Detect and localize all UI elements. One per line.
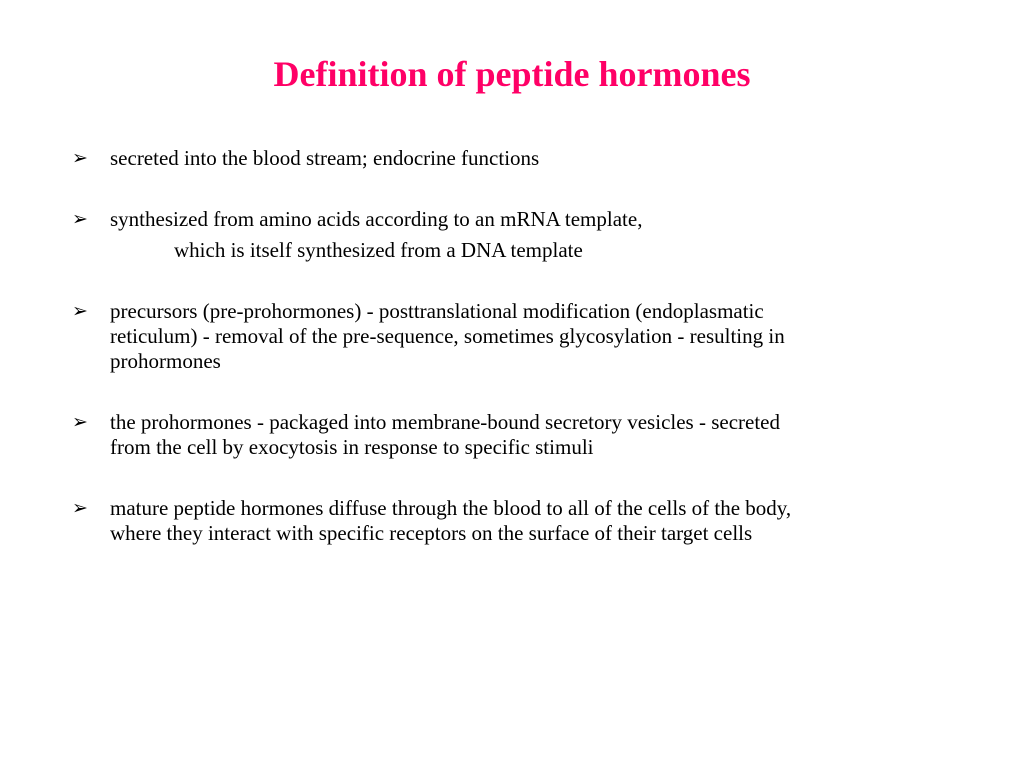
bullet-text-line: from the cell by exocytosis in response to specific stimuli <box>110 435 594 459</box>
bullet-item-5 <box>0 496 1024 546</box>
arrow-bullet-icon: ➢ <box>72 147 88 169</box>
bullet-text: synthesized from amino acids according to an mRNA template, <box>110 207 643 231</box>
arrow-bullet-icon: ➢ <box>72 300 88 322</box>
bullet-text-line: reticulum) - removal of the pre-sequence, sometimes glycosylation - resulting in <box>110 324 785 348</box>
bullet-item-3 <box>0 299 1024 374</box>
bullet-text-line: mature peptide hormones diffuse through the blood to all of the cells of the body, <box>110 496 792 520</box>
bullet-text-line: prohormones <box>110 349 221 373</box>
bullet-continuation-text: which is itself synthesized from a DNA template <box>174 238 583 262</box>
bullet-text-line: precursors (pre-prohormones) - posttranslational modification (endoplasmatic <box>110 299 764 323</box>
bullet-item-4 <box>0 410 1024 460</box>
arrow-bullet-icon: ➢ <box>72 411 88 433</box>
bullet-text-line: the prohormones - packaged into membrane-bound secretory vesicles - secreted <box>110 410 780 434</box>
bullet-list <box>0 146 1024 582</box>
arrow-bullet-icon: ➢ <box>72 497 88 519</box>
bullet-text: secreted into the blood stream; endocrine functions <box>110 146 540 170</box>
arrow-bullet-icon: ➢ <box>72 208 88 230</box>
slide-title: Definition of peptide hormones <box>273 54 751 94</box>
bullet-item-2 <box>0 207 1024 263</box>
bullet-text-line: where they interact with specific receptors on the surface of their target cells <box>110 521 753 545</box>
bullet-item-1 <box>0 146 1024 171</box>
